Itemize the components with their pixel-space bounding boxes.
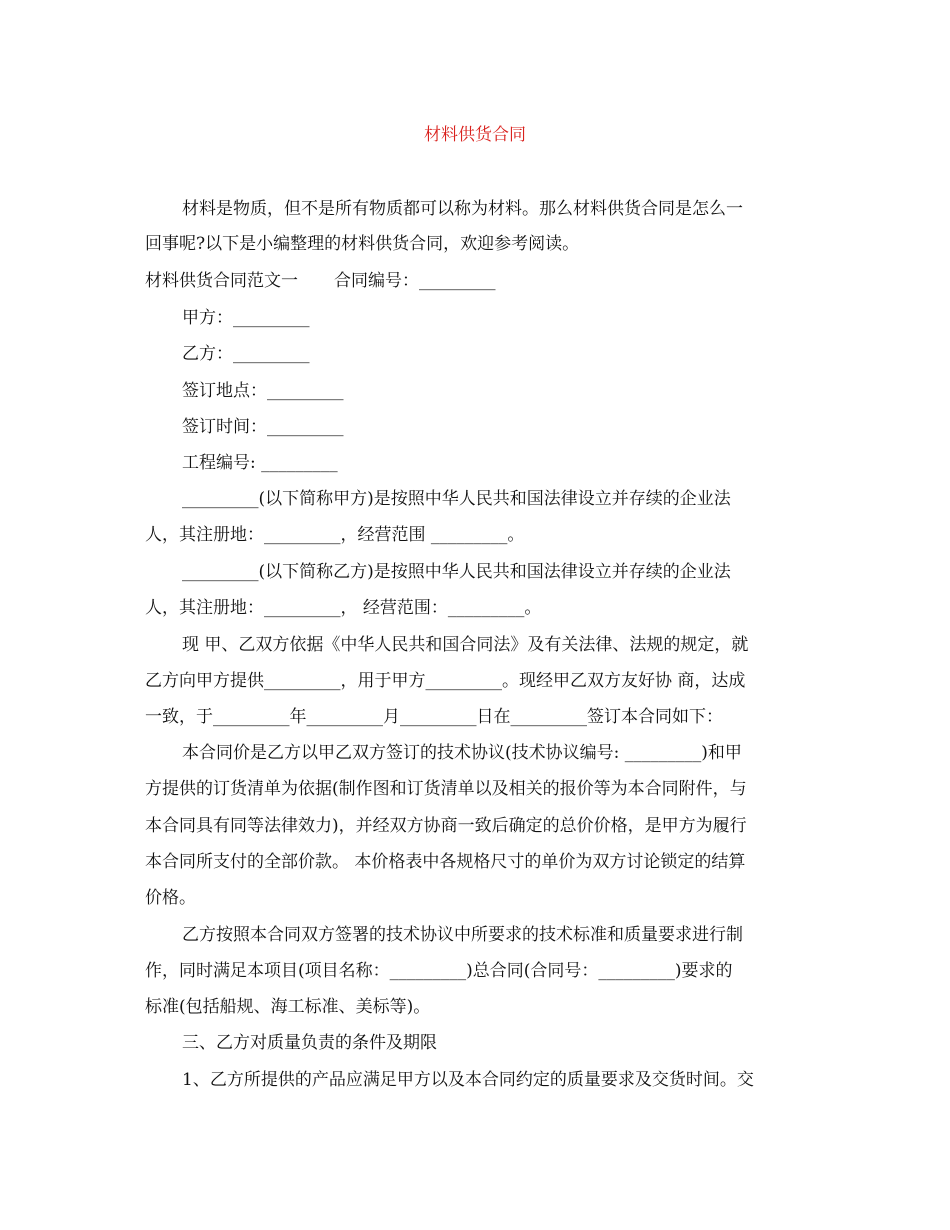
party-b-field: 乙方：_________	[182, 344, 310, 364]
paragraph-line: 人，其注册地：_________，经营范围 _________。	[145, 525, 525, 545]
paragraph-line: 作，同时满足本项目(项目名称：_________)总合同(合同号：_________)要求的	[145, 961, 733, 981]
paragraph-line: 材料是物质，但不是所有物质都可以称为材料。那么材料供货合同是怎么一	[182, 199, 743, 219]
signing-time-field: 签订时间：_________	[182, 417, 344, 437]
paragraph-line: 价格。	[145, 888, 196, 908]
paragraph-line: 一致，于_________年_________月_________日在_________签订本合同如下：	[145, 707, 723, 727]
contract-number-field: 合同编号：_________	[334, 271, 496, 291]
paragraph-line: _________(以下简称甲方)是按照中华人民共和国法律设立并存续的企业法	[182, 489, 731, 509]
paragraph-line: 现 甲、乙双方依据《中华人民共和国合同法》及有关法律、法规的规定，就	[182, 635, 749, 655]
paragraph-line: 乙方向甲方提供_________，用于甲方_________。现经甲乙双方友好协 商，达成	[145, 671, 746, 691]
paragraph-line: 标准(包括船规、海工标准、美标等)。	[145, 997, 431, 1017]
paragraph-line: 回事呢?以下是小编整理的材料供货合同，欢迎参考阅读。	[145, 234, 580, 254]
paragraph-line: 本合同价是乙方以甲乙双方签订的技术协议(技术协议编号: _________)和甲	[182, 743, 742, 763]
section-heading: 三、乙方对质量负责的条件及期限	[182, 1033, 437, 1053]
sample-heading: 材料供货合同范文一	[145, 271, 298, 291]
paragraph-line: _________(以下简称乙方)是按照中华人民共和国法律设立并存续的企业法	[182, 562, 731, 582]
signing-place-field: 签订地点：_________	[182, 381, 344, 401]
paragraph-line: 本合同所支付的全部价款。 本价格表中各规格尺寸的单价为双方讨论锁定的结算	[145, 852, 746, 872]
paragraph-line: 方提供的订货清单为依据(制作图和订货清单以及相关的报价等为本合同附件，与	[145, 779, 747, 799]
paragraph-line: 1、乙方所提供的产品应满足甲方以及本合同约定的质量要求及交货时间。交	[182, 1070, 754, 1090]
sample-heading-line	[145, 270, 496, 292]
paragraph-line: 乙方按照本合同双方签署的技术协议中所要求的技术标准和质量要求进行制	[182, 925, 743, 945]
paragraph-line: 本合同具有同等法律效力)，并经双方协商一致后确定的总价价格，是甲方为履行	[145, 816, 747, 836]
paragraph-line: 人，其注册地：_________， 经营范围：_________。	[145, 598, 542, 618]
document-title: 材料供货合同	[424, 125, 526, 145]
project-number-field: 工程编号: _________	[182, 453, 338, 473]
party-a-field: 甲方：_________	[182, 308, 310, 328]
